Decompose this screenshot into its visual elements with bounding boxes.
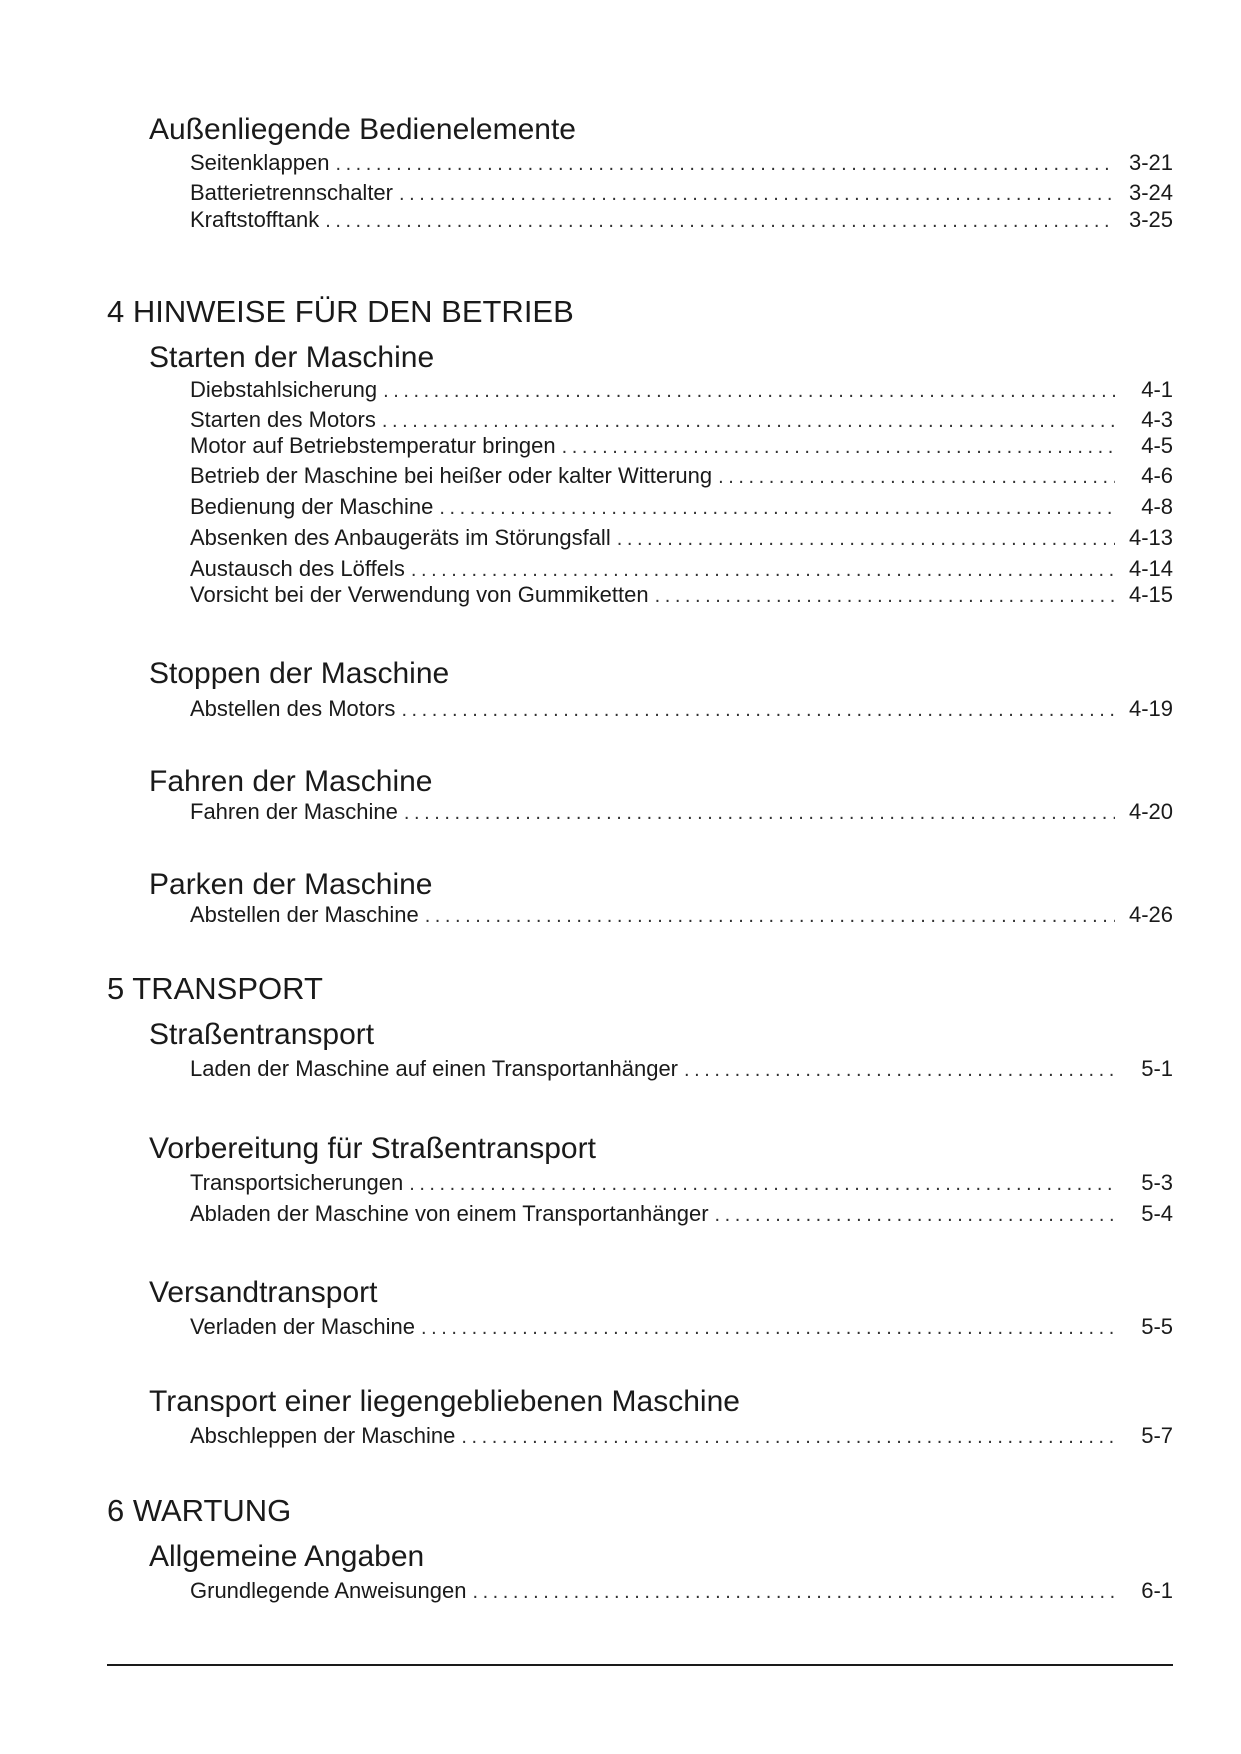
toc-entry-page: 4-15	[1128, 582, 1173, 607]
toc-entry[interactable]	[190, 696, 1173, 722]
toc-entry[interactable]	[190, 1201, 1173, 1227]
toc-entry-page: 5-1	[1141, 1056, 1173, 1081]
dot-leader	[421, 1315, 1115, 1341]
dot-leader	[718, 464, 1115, 490]
dot-leader	[684, 1057, 1115, 1083]
toc-entry[interactable]	[190, 463, 1173, 489]
toc-entry-page: 4-19	[1128, 696, 1173, 721]
toc-entry[interactable]	[190, 433, 1173, 459]
toc-entry-label: Motor auf Betriebstemperatur bringen	[190, 433, 556, 458]
toc-entry[interactable]	[190, 407, 1173, 433]
toc-entry-page: 3-21	[1128, 150, 1173, 175]
section-title-road-prep: Vorbereitung für Straßentransport	[149, 1132, 596, 1165]
section-title-external-controls: Außenliegende Bedienelemente	[149, 113, 576, 146]
toc-entry-label: Fahren der Maschine	[190, 799, 398, 824]
dot-leader	[411, 557, 1115, 583]
toc-entry-page: 4-26	[1128, 902, 1173, 927]
toc-entry-label: Absenken des Anbaugeräts im Störungsfall	[190, 525, 611, 550]
section-title-shipping: Versandtransport	[149, 1276, 378, 1309]
dot-leader	[335, 151, 1115, 177]
toc-entry-page: 4-8	[1141, 494, 1173, 519]
toc-entry[interactable]	[190, 180, 1173, 206]
dot-leader	[715, 1202, 1115, 1228]
section-title-road-transport: Straßentransport	[149, 1018, 375, 1051]
dot-leader	[439, 495, 1115, 521]
dot-leader	[617, 526, 1115, 552]
dot-leader	[562, 434, 1115, 460]
toc-entry[interactable]	[190, 799, 1173, 825]
toc-entry[interactable]	[190, 902, 1173, 928]
chapter-title-5: 5 TRANSPORT	[107, 971, 323, 1006]
toc-entry-page: 3-25	[1128, 207, 1173, 232]
toc-entry-page: 4-1	[1141, 377, 1173, 402]
toc-entry-label: Starten des Motors	[190, 407, 376, 432]
toc-entry-label: Austausch des Löffels	[190, 556, 405, 581]
section-title-broken-down: Transport einer liegengebliebenen Maschine	[149, 1385, 740, 1418]
dot-leader	[425, 903, 1115, 929]
toc-entry-page: 5-5	[1141, 1314, 1173, 1339]
section-title-driving: Fahren der Maschine	[149, 765, 433, 798]
toc-entry-label: Kraftstofftank	[190, 207, 320, 232]
toc-entry-page: 4-13	[1128, 525, 1173, 550]
dot-leader	[655, 583, 1115, 609]
section-title-starting: Starten der Maschine	[149, 341, 435, 374]
dot-leader	[401, 697, 1115, 723]
toc-entry-page: 4-14	[1128, 556, 1173, 581]
toc-entry-page: 6-1	[1141, 1578, 1173, 1603]
toc-entry-label: Seitenklappen	[190, 150, 330, 175]
toc-entry-label: Betrieb der Maschine bei heißer oder kalter Witterung	[190, 463, 713, 488]
toc-entry-page: 5-4	[1141, 1201, 1173, 1226]
dot-leader	[409, 1171, 1115, 1197]
toc-entry[interactable]	[190, 150, 1173, 176]
dot-leader	[399, 181, 1115, 207]
toc-entry-label: Abstellen des Motors	[190, 696, 396, 721]
dot-leader	[382, 408, 1115, 434]
toc-entry-label: Abstellen der Maschine	[190, 902, 419, 927]
toc-entry-label: Abladen der Maschine von einem Transportanhänger	[190, 1201, 709, 1226]
dot-leader	[404, 800, 1115, 826]
toc-entry[interactable]	[190, 494, 1173, 520]
dot-leader	[461, 1424, 1115, 1450]
toc-entry-page: 4-6	[1141, 463, 1173, 488]
toc-entry-label: Transportsicherungen	[190, 1170, 404, 1195]
toc-entry-label: Abschleppen der Maschine	[190, 1423, 456, 1448]
chapter-title-4: 4 HINWEISE FÜR DEN BETRIEB	[107, 294, 574, 329]
toc-entry-page: 5-7	[1141, 1423, 1173, 1448]
toc-entry-page: 4-3	[1141, 407, 1173, 432]
section-title-stopping: Stoppen der Maschine	[149, 657, 450, 690]
toc-entry-label: Diebstahlsicherung	[190, 377, 378, 402]
toc-entry[interactable]	[190, 1314, 1173, 1340]
toc-entry-label: Vorsicht bei der Verwendung von Gummiketten	[190, 582, 649, 607]
toc-entry-page: 5-3	[1141, 1170, 1173, 1195]
toc-entry[interactable]	[190, 1423, 1173, 1449]
chapter-title-6: 6 WARTUNG	[107, 1493, 292, 1528]
dot-leader	[472, 1579, 1115, 1605]
footer-rule	[107, 1664, 1173, 1666]
toc-entry[interactable]	[190, 377, 1173, 403]
toc-entry[interactable]	[190, 556, 1173, 582]
toc-entry[interactable]	[190, 1056, 1173, 1082]
toc-entry[interactable]	[190, 1170, 1173, 1196]
toc-entry-label: Grundlegende Anweisungen	[190, 1578, 467, 1603]
toc-entry-label: Laden der Maschine auf einen Transportanhänger	[190, 1056, 679, 1081]
toc-entry-page: 4-20	[1128, 799, 1173, 824]
toc-entry[interactable]	[190, 582, 1173, 608]
toc-entry-label: Bedienung der Maschine	[190, 494, 434, 519]
dot-leader	[325, 208, 1115, 234]
toc-entry[interactable]	[190, 1578, 1173, 1604]
dot-leader	[383, 378, 1115, 404]
toc-entry[interactable]	[190, 207, 1173, 233]
toc-entry-label: Verladen der Maschine	[190, 1314, 416, 1339]
toc-entry[interactable]	[190, 525, 1173, 551]
toc-entry-page: 4-5	[1141, 433, 1173, 458]
toc-entry-page: 3-24	[1128, 180, 1173, 205]
toc-entry-label: Batterietrennschalter	[190, 180, 393, 205]
section-title-parking: Parken der Maschine	[149, 868, 433, 901]
section-title-general: Allgemeine Angaben	[149, 1540, 425, 1573]
